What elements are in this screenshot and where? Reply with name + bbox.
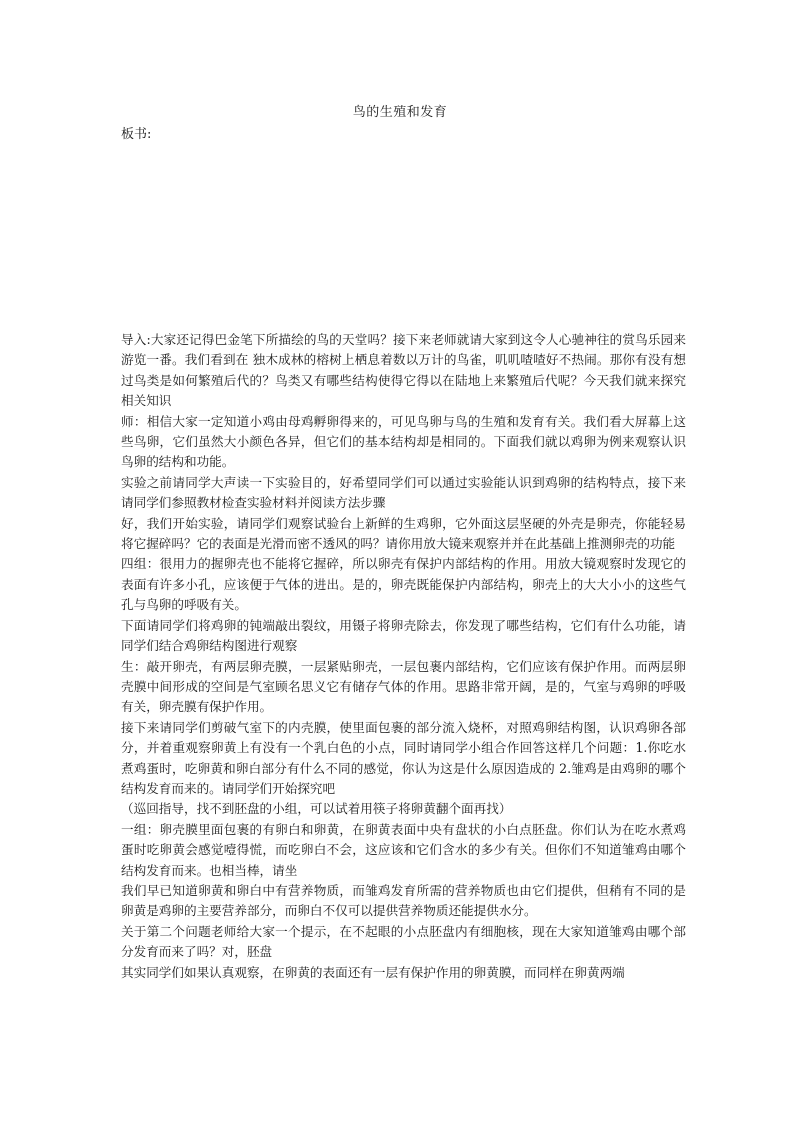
paragraph: 好，我们开始实验，请同学们观察试验台上新鲜的生鸡卵，它外面这层坚硬的外壳是卵壳，你能轻易将它握碎吗？它的表面是光滑而密不透风的吗？请你用放大镜来观察并并在此基础上推测卵壳的功能 [121, 515, 686, 552]
paragraph: 一组：卵壳膜里面包裹的有卵白和卵黄，在卵黄表面中央有盘状的小白点胚盘。你们认为在吃水煮鸡蛋时吃卵黄会感觉噎得慌，而吃卵白不会，这应该和它们含水的多少有关。但你们不知道雏鸡由哪个结构发育而来。也相当棒，请坐 [121, 821, 686, 878]
document-title: 鸟的生殖和发育 [352, 105, 448, 120]
paragraph-last: 其实同学们如果认真观察，在卵黄的表面还有一层有保护作用的卵黄膜，而同样在卵黄两端 [121, 964, 625, 980]
paragraph: 生：敲开卵壳，有两层卵壳膜，一层紧贴卵壳，一层包裹内部结构，它们应该有保护作用。而两层卵壳膜中间形成的空间是气室顾名思义它有储存气体的作用。思路非常开阔，是的，气室与鸡卵的呼吸有关，卵壳膜有保护作用。 [121, 658, 686, 715]
paragraph: 下面请同学们将鸡卵的钝端敲出裂纹，用镊子将卵壳除去，你发现了哪些结构，它们有什么功能，请同学们结合鸡卵结构图进行观察 [121, 617, 686, 654]
paragraph: 四组：很用力的握卵壳也不能将它握碎，所以卵壳有保护内部结构的作用。用放大镜观察时发现它的表面有许多小孔，应该便于气体的进出。是的，卵壳既能保护内部结构，卵壳上的大大小小的这些气孔与鸟卵的呼吸有关。 [121, 556, 686, 613]
document-body [121, 330, 686, 983]
board-label: 板书: [121, 127, 152, 142]
paragraph: 接下来请同学们剪破气室下的内壳膜，使里面包裹的部分流入烧杯，对照鸡卵结构图，认识鸡卵各部分，并着重观察卵黄上有没有一个乳白色的小点，同时请同学小组合作回答这样几个问题：1.你吃水煮鸡蛋时，吃卵黄和卵白部分有什么不同的感觉，你认为这是什么原因造成的 2.雏鸡是由鸡卵的哪个结构发育而来的。请同学们开始探究吧 [121, 719, 686, 796]
paragraph: 师：相信大家一定知道小鸡由母鸡孵卵得来的，可见鸟卵与鸟的生殖和发育有关。我们看大屏幕上这些鸟卵，它们虽然大小颜色各异，但它们的基本结构却是相同的。下面我们就以鸡卵为例来观察认识鸟卵的结构和功能。 [121, 413, 686, 470]
paragraph: 实验之前请同学大声读一下实验目的，好希望同学们可以通过实验能认识到鸡卵的结构特点，接下来请同学们参照教材检查实验材料并阅读方法步骤 [121, 474, 686, 511]
paragraph: 关于第二个问题老师给大家一个提示，在不起眼的小点胚盘内有细胞核，现在大家知道雏鸡由哪个部分发育而来了吗？对，胚盘 [121, 923, 686, 960]
paragraph: 我们早已知道卵黄和卵白中有营养物质，而雏鸡发育所需的营养物质也由它们提供，但稍有不同的是卵黄是鸡卵的主要营养部分，而卵白不仅可以提供营养物质还能提供水分。 [121, 882, 686, 919]
paragraph-intro: 导入:大家还记得巴金笔下所描绘的鸟的天堂吗？接下来老师就请大家到这令人心驰神往的赏鸟乐园来游览一番。我们看到在 独木成林的榕树上栖息着数以万计的鸟雀，叽叽喳喳好不热闹。那你有没有想过鸟类是如何繁殖后代的？鸟类又有哪些结构使得它得以在陆地上来繁殖后代呢？今天我们就来探究相关知识 [121, 332, 686, 409]
paragraph: （巡回指导，找不到胚盘的小组，可以试着用筷子将卵黄翻个面再找） [121, 801, 512, 817]
